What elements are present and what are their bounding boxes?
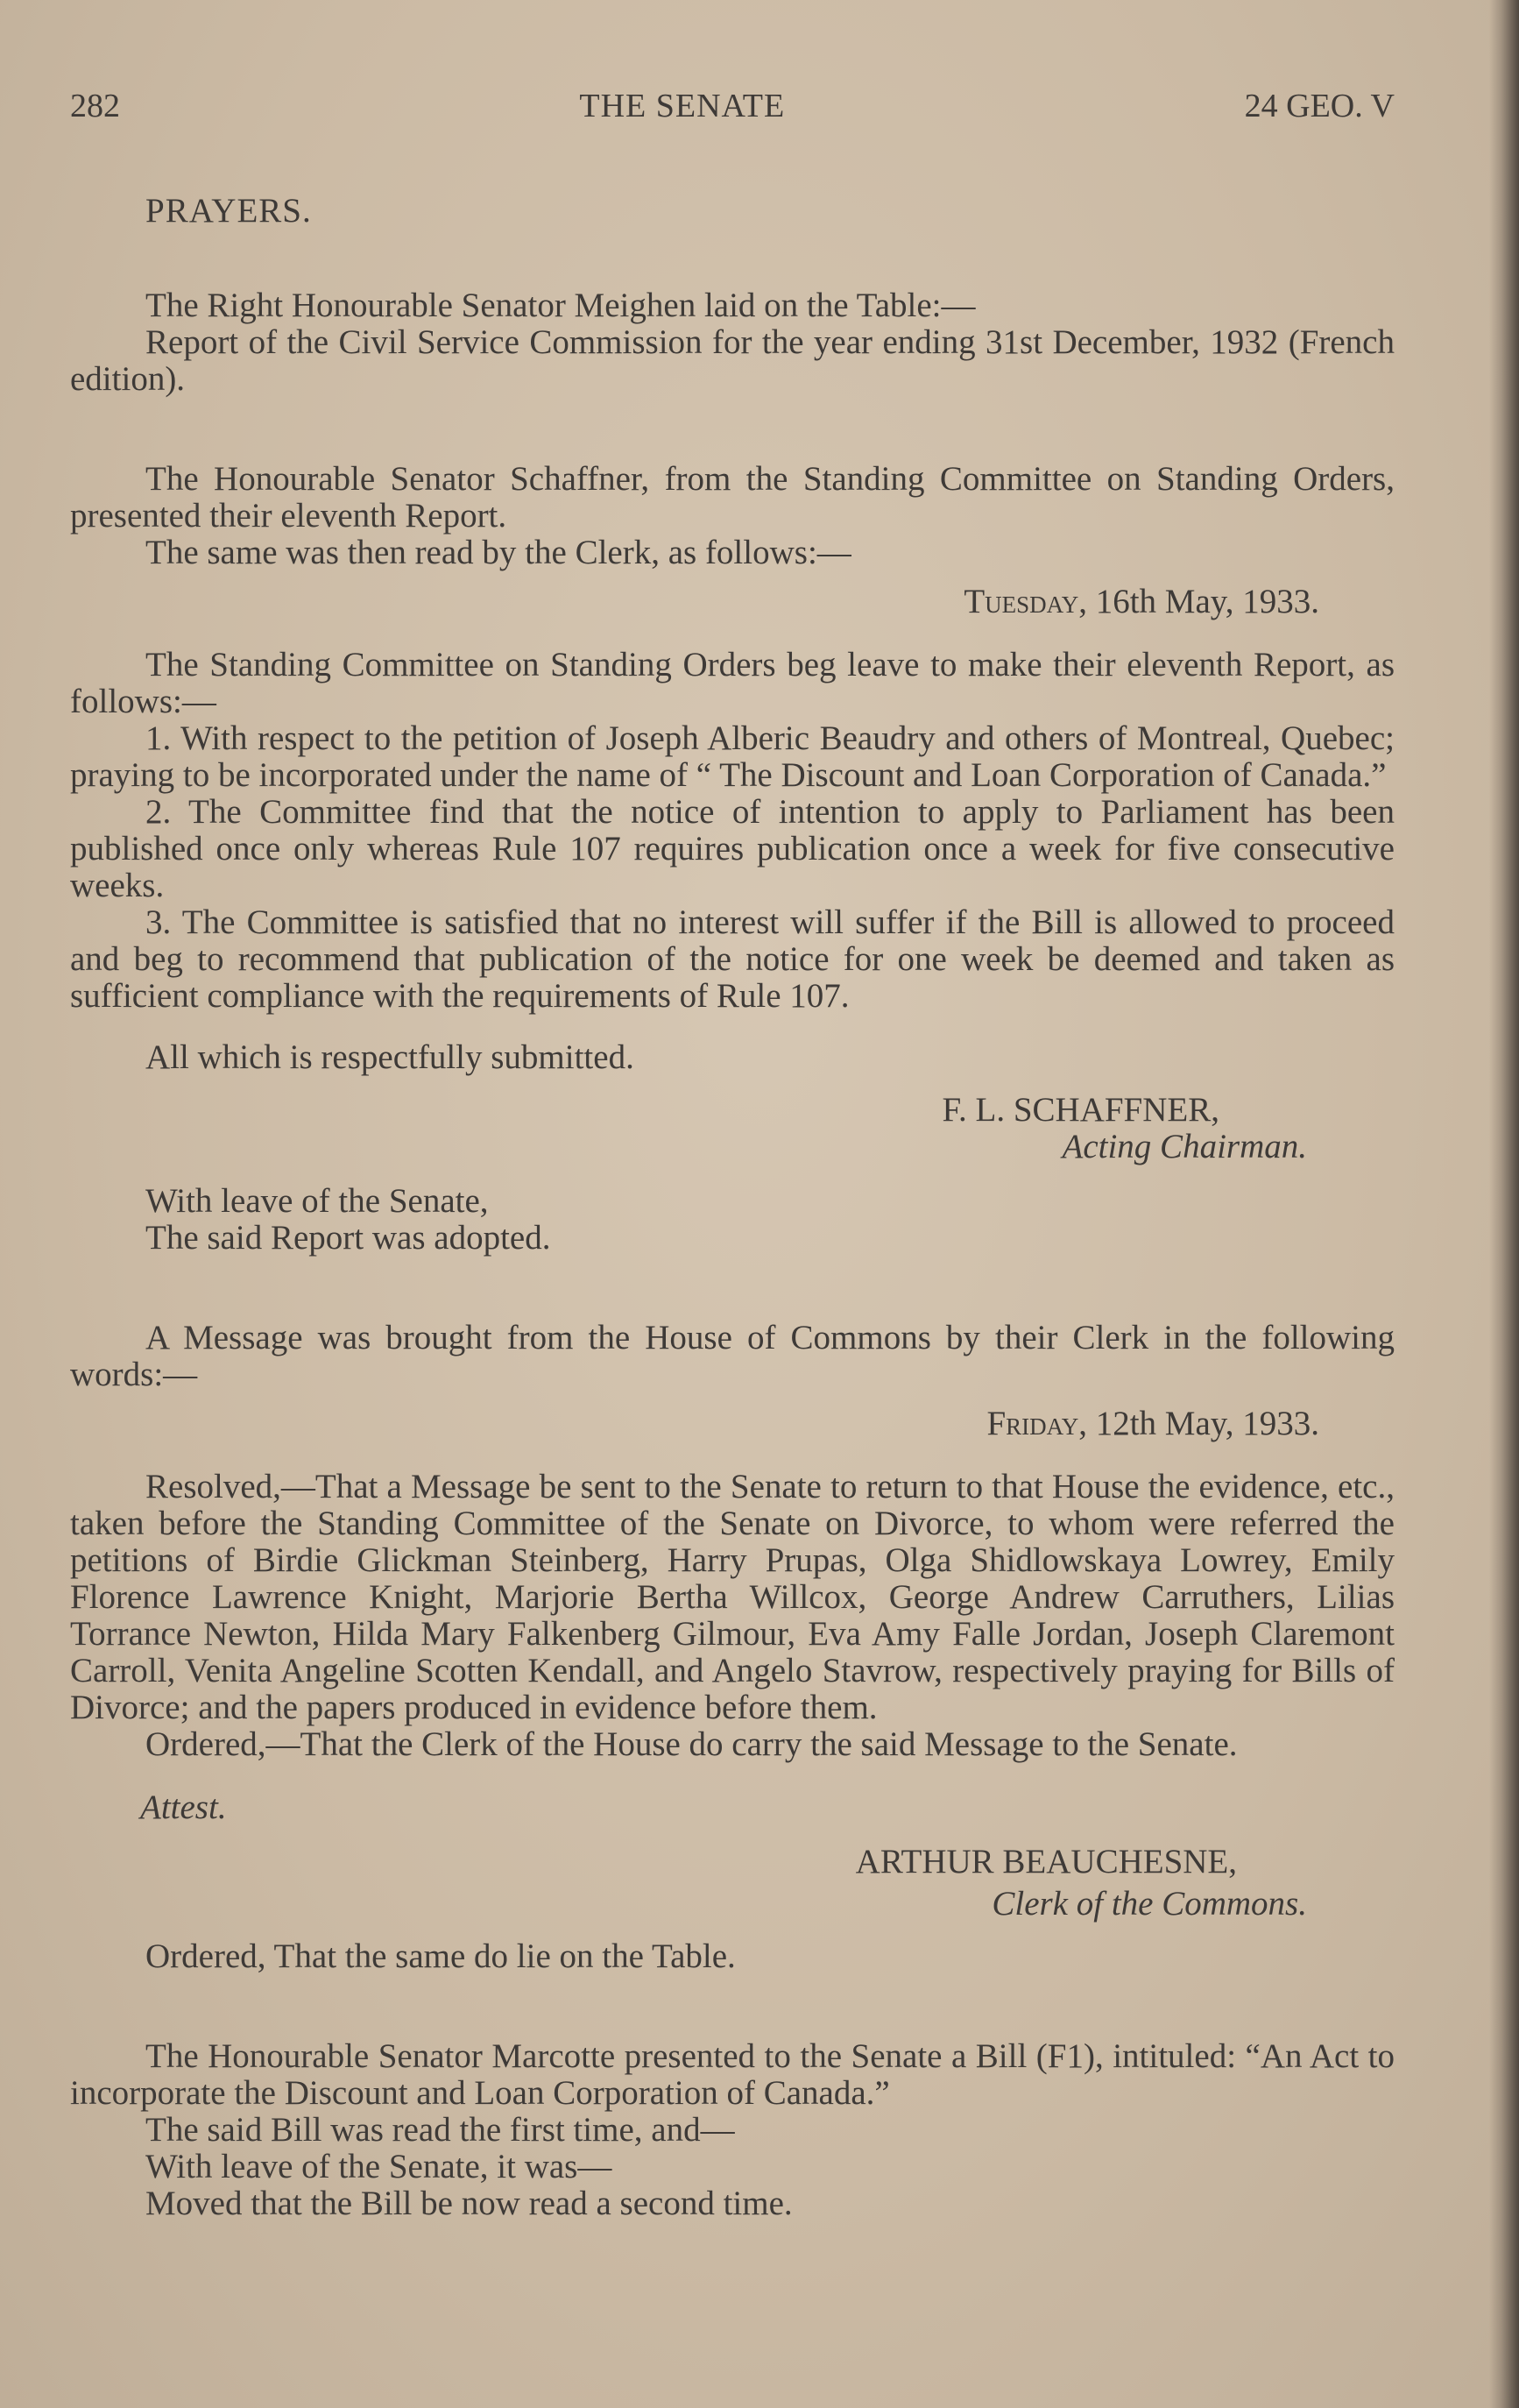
section-title: PRAYERS. <box>145 192 312 230</box>
ordered-lie-on-table: Ordered, That the same do lie on the Table. <box>145 1937 736 1975</box>
report-intro: The Standing Committee on Standing Orders beg leave to make their eleventh Report, as follows:— <box>70 646 1395 720</box>
leave-of-senate: With leave of the Senate, <box>145 1182 489 1220</box>
report-date-rest: , 16th May, 1933. <box>1078 583 1319 620</box>
running-title: THE SENATE <box>579 88 786 124</box>
leave-of-senate-2: With leave of the Senate, it was— <box>145 2148 612 2185</box>
paragraph-report-civil-service: Report of the Civil Service Commission for the year ending 31st December, 1932 (French edition). <box>70 323 1395 398</box>
message-ordered: Ordered,—That the Clerk of the House do carry the said Message to the Senate. <box>145 1725 1238 1763</box>
report-date-day: Tuesday <box>964 583 1079 620</box>
paragraph-read-by-clerk: The same was then read by the Clerk, as follows:— <box>145 534 851 571</box>
marcotte-bill-presented: The Honourable Senator Marcotte presented to the Senate a Bill (F1), intituled: “An Act to incorporate the Discount and Loan Corporation of Canada.” <box>70 2037 1395 2112</box>
running-header <box>70 88 1395 124</box>
signature-beauchesne-name: ARTHUR BEAUCHESNE, <box>855 1843 1237 1880</box>
signature-beauchesne-title: Clerk of the Commons. <box>992 1885 1307 1923</box>
message-date-rest: , 12th May, 1933. <box>1078 1405 1319 1442</box>
report-item-2: 2. The Committee find that the notice of intention to apply to Parliament has been published once only whereas Rule 107 requires publication once a week for five consecutive weeks. <box>70 793 1395 904</box>
respectfully-submitted: All which is respectfully submitted. <box>145 1038 634 1076</box>
message-date-day: Friday <box>986 1405 1079 1442</box>
report-adopted: The said Report was adopted. <box>145 1219 551 1257</box>
report-date <box>70 584 1395 620</box>
report-item-3: 3. The Committee is satisfied that no interest will suffer if the Bill is allowed to proceed and beg to recommend that publication of the notice for one week be deemed and taken as sufficient compliance with the requirements of Rule 107. <box>70 903 1395 1015</box>
page-spine-shadow <box>1489 0 1519 2408</box>
report-item-1: 1. With respect to the petition of Joseph Alberic Beaudry and others of Montreal, Quebec; praying to be incorporated under the name of “ The Discount and Loan Corporation of Canada.” <box>70 719 1395 794</box>
message-date <box>70 1406 1395 1442</box>
paragraph-schaffner-presented: The Honourable Senator Schaffner, from the Standing Committee on Standing Orders, presented their eleventh Report. <box>70 460 1395 535</box>
message-intro: A Message was brought from the House of Commons by their Clerk in the following words:— <box>70 1319 1395 1393</box>
moved-second-reading: Moved that the Bill be now read a second time. <box>145 2185 793 2222</box>
page-number: 282 <box>70 88 120 124</box>
bill-first-reading: The said Bill was read the first time, and— <box>145 2111 735 2149</box>
document-page <box>70 88 1395 2222</box>
paragraph-meighen-tabled: The Right Honourable Senator Meighen laid on the Table:— <box>145 287 976 324</box>
message-resolved: Resolved,—That a Message be sent to the Senate to return to that House the evidence, etc., taken before the Standing Committee of the Senate on Divorce, to whom were referred the petitions of Birdie Glickman Steinberg, Harry Prupas, Olga Shidlowskaya Lowrey, Emily Florence Lawrence Knight, Marjorie Bertha Willcox, George Andrew Carruthers, Lilias Torrance Newton, Hilda Mary Falkenberg Gilmour, Eva Amy Falle Jordan, Joseph Claremont Carroll, Venita Angeline Scotten Kendall, and Angelo Stavrow, respectively praying for Bills of Divorce; and the papers produced in evidence before them. <box>70 1468 1395 1726</box>
regnal-year: 24 GEO. V <box>1244 88 1395 124</box>
signature-schaffner-name: F. L. SCHAFFNER, <box>942 1091 1219 1129</box>
attest-label: Attest. <box>140 1788 227 1826</box>
signature-schaffner-title: Acting Chairman. <box>1062 1128 1307 1165</box>
